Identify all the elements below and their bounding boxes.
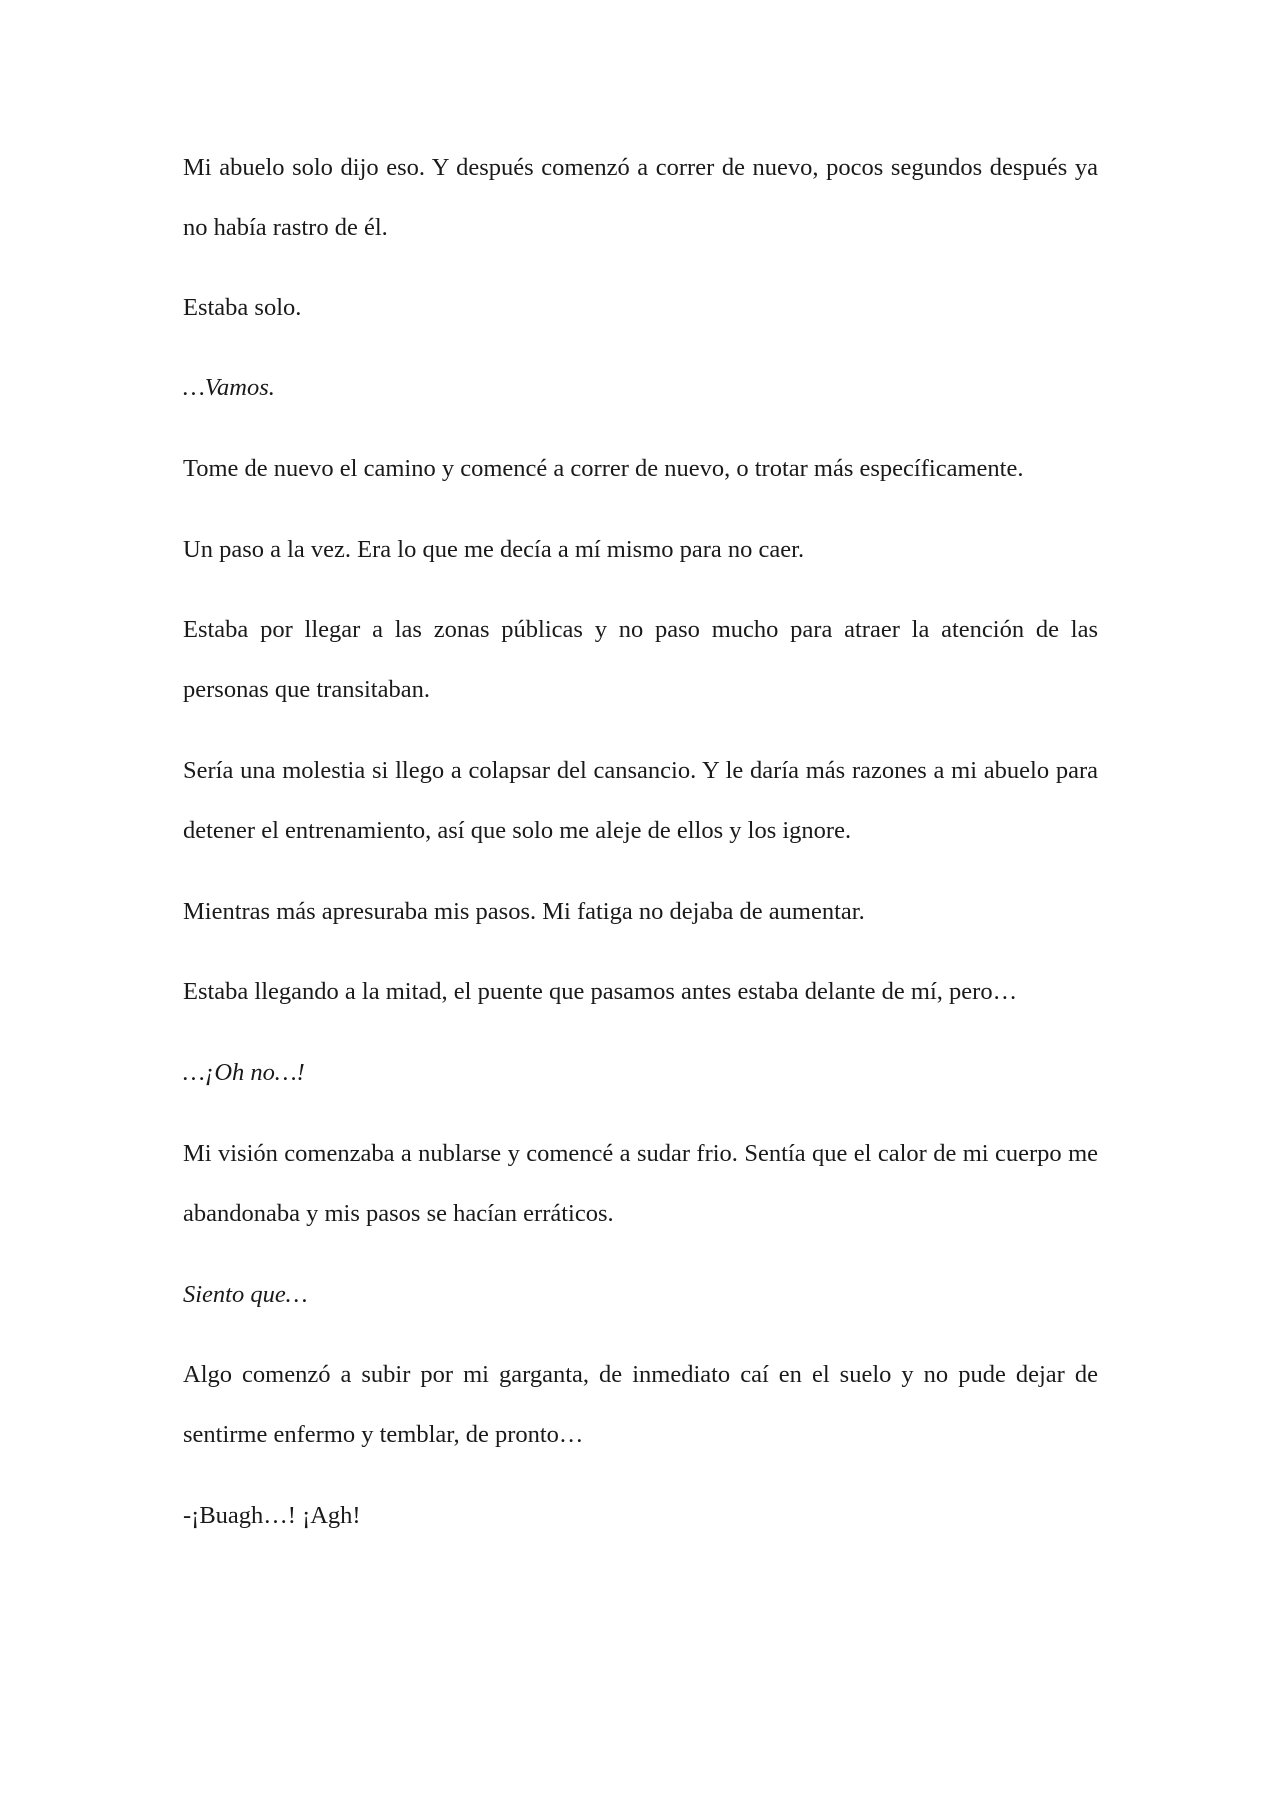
paragraph-3-thought: …Vamos. [183, 374, 275, 401]
paragraph-13: Algo comenzó a subir por mi garganta, de inmediato caí en el suelo y no pude dejar de sentirme enfermo y temblar, de pronto… [183, 1361, 1098, 1448]
paragraph-11: Mi visión comenzaba a nublarse y comencé a sudar frio. Sentía que el calor de mi cuerpo me abandonaba y mis pasos se hacían erráticos. [183, 1140, 1098, 1227]
paragraph-5: Un paso a la vez. Era lo que me decía a mí mismo para no caer. [183, 536, 805, 563]
paragraph-6: Estaba por llegar a las zonas públicas y no paso mucho para atraer la atención de las personas que transitaban. [183, 616, 1098, 703]
paragraph-9: Estaba llegando a la mitad, el puente que pasamos antes estaba delante de mí, pero… [183, 978, 1018, 1005]
paragraph-12-thought: Siento que… [183, 1281, 308, 1308]
paragraph-8: Mientras más apresuraba mis pasos. Mi fatiga no dejaba de aumentar. [183, 898, 865, 925]
paragraph-7: Sería una molestia si llego a colapsar del cansancio. Y le daría más razones a mi abuelo para detener el entrenamiento, así que solo me aleje de ellos y los ignore. [183, 757, 1098, 844]
paragraph-14-dialogue: -¡Buagh…! ¡Agh! [183, 1502, 361, 1529]
paragraph-1: Mi abuelo solo dijo eso. Y después comenzó a correr de nuevo, pocos segundos después ya no había rastro de él. [183, 154, 1098, 241]
paragraph-10-thought: …¡Oh no…! [183, 1059, 305, 1086]
paragraph-2: Estaba solo. [183, 294, 302, 321]
paragraph-4: Tome de nuevo el camino y comencé a correr de nuevo, o trotar más específicamente. [183, 455, 1024, 482]
